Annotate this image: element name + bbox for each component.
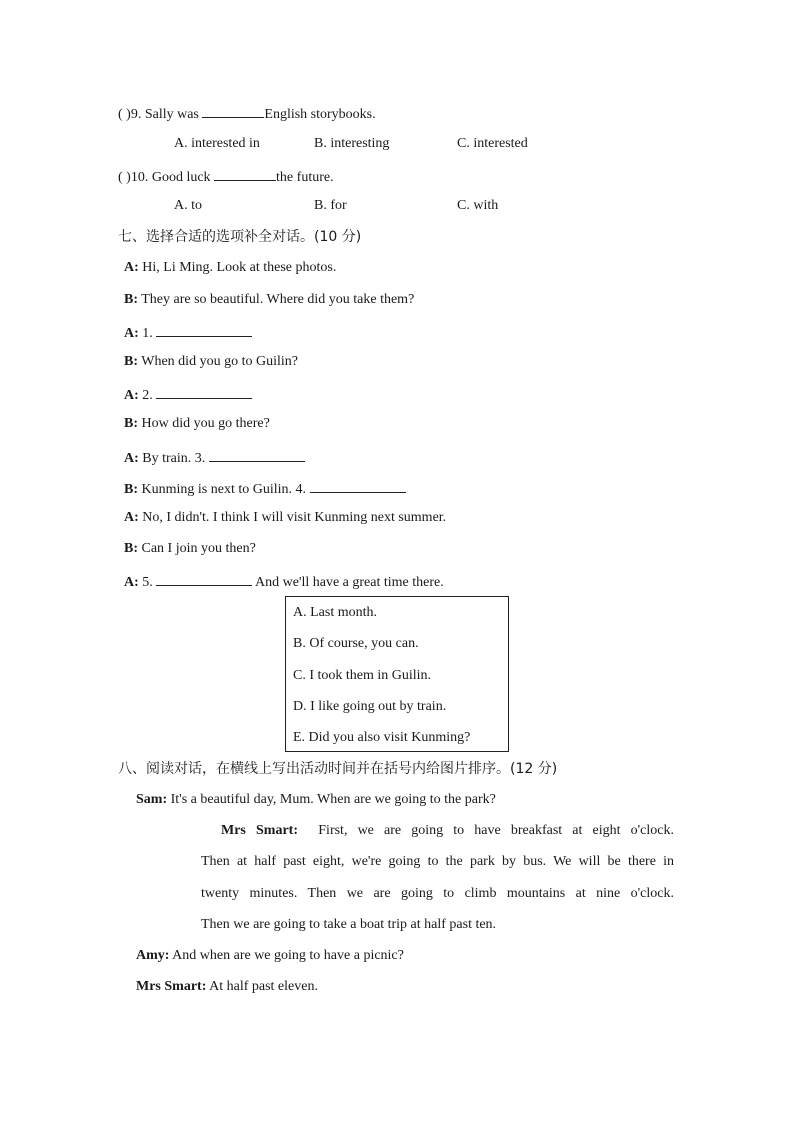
- speaker: A:: [124, 260, 139, 275]
- section-7-title: 七、选择合适的选项补全对话。(10 分): [118, 229, 362, 245]
- dialogue-line: [124, 353, 298, 371]
- option-e: E. Did you also visit Kunming?: [293, 730, 471, 745]
- question-stem: 9. Sally was: [130, 107, 203, 122]
- speaker: B:: [124, 482, 138, 497]
- options-box: [285, 596, 509, 752]
- speaker: A:: [124, 388, 139, 403]
- dialogue-text: 2.: [142, 388, 157, 403]
- speaker: Sam:: [136, 792, 168, 807]
- dialogue-line-sam: [136, 791, 496, 809]
- speaker: A:: [124, 510, 139, 525]
- dialogue-text: By train. 3.: [142, 451, 209, 466]
- dialogue-text: 5.: [142, 575, 157, 590]
- speaker: B:: [124, 292, 138, 307]
- question-9: [118, 103, 376, 124]
- option-d: D. I like going out by train.: [293, 699, 447, 714]
- dialogue-line: [124, 540, 256, 558]
- q10-option-b: B. for: [314, 198, 347, 213]
- dialogue-text: They are so beautiful. Where did you take them?: [141, 292, 415, 307]
- dialogue-text: When did you go to Guilin?: [141, 354, 298, 369]
- q10-option-a: A. to: [174, 198, 202, 213]
- q10-option-c: C. with: [457, 198, 499, 213]
- dialogue-text: It's a beautiful day, Mum. When are we going to the park?: [170, 792, 496, 807]
- answer-blank-5[interactable]: [156, 571, 252, 586]
- q9-option-b: B. interesting: [314, 136, 390, 151]
- dialogue-text: First, we are going to have breakfast at eight o'clock.: [318, 823, 674, 838]
- speaker: B:: [124, 541, 138, 556]
- dialogue-continuation: Then at half past eight, we're going to the park by bus. We will be there in: [201, 854, 674, 869]
- dialogue-line: [124, 415, 270, 433]
- answer-blank-2[interactable]: [156, 384, 252, 399]
- dialogue-text: And when are we going to have a picnic?: [172, 948, 404, 963]
- dialogue-line: [124, 509, 446, 527]
- dialogue-text: Kunming is next to Guilin. 4.: [141, 482, 310, 497]
- section-8-title: 八、阅读对话，在横线上写出活动时间并在括号内给图片排序。(12 分): [118, 761, 558, 777]
- dialogue-line: [124, 384, 252, 405]
- dialogue-line: [124, 447, 305, 468]
- speaker: Mrs Smart:: [136, 979, 207, 994]
- dialogue-line: [124, 259, 336, 277]
- dialogue-text: At half past eleven.: [209, 979, 318, 994]
- dialogue-line: [124, 291, 414, 309]
- question-stem: 10. Good luck: [130, 170, 215, 185]
- answer-blank[interactable]: [214, 166, 276, 181]
- dialogue-line: [124, 571, 444, 592]
- dialogue-text-after: And we'll have a great time there.: [252, 575, 444, 590]
- option-c: C. I took them in Guilin.: [293, 668, 432, 683]
- dialogue-text: Hi, Li Ming. Look at these photos.: [142, 260, 337, 275]
- answer-blank[interactable]: [202, 103, 264, 118]
- answer-blank-1[interactable]: [156, 322, 252, 337]
- dialogue-line: [124, 478, 406, 499]
- dialogue-line: [124, 322, 252, 343]
- dialogue-text: 1.: [142, 326, 157, 341]
- dialogue-continuation: twenty minutes. Then we are going to climb mountains at nine o'clock.: [201, 886, 674, 901]
- dialogue-text: How did you go there?: [141, 416, 270, 431]
- answer-paren[interactable]: ( ): [118, 170, 131, 185]
- speaker: A:: [124, 451, 139, 466]
- speaker: B:: [124, 354, 138, 369]
- option-b: B. Of course, you can.: [293, 636, 419, 651]
- question-stem-end: English storybooks.: [264, 107, 376, 122]
- speaker: A:: [124, 575, 139, 590]
- answer-paren[interactable]: ( ): [118, 107, 131, 122]
- q9-option-c: C. interested: [457, 136, 528, 151]
- dialogue-text: Can I join you then?: [141, 541, 256, 556]
- dialogue-line-mrs-smart: [136, 978, 318, 996]
- speaker: A:: [124, 326, 139, 341]
- question-stem-end: the future.: [276, 170, 334, 185]
- dialogue-line-mrs-smart: [221, 822, 674, 840]
- dialogue-continuation: Then we are going to take a boat trip at half past ten.: [201, 917, 497, 932]
- dialogue-line-amy: [136, 947, 404, 965]
- option-a: A. Last month.: [293, 605, 377, 620]
- answer-blank-4[interactable]: [310, 478, 406, 493]
- speaker: Mrs Smart:: [221, 823, 298, 838]
- question-10: [118, 166, 334, 187]
- speaker: Amy:: [136, 948, 170, 963]
- answer-blank-3[interactable]: [209, 447, 305, 462]
- speaker: B:: [124, 416, 138, 431]
- q9-option-a: A. interested in: [174, 136, 260, 151]
- dialogue-text: No, I didn't. I think I will visit Kunming next summer.: [142, 510, 447, 525]
